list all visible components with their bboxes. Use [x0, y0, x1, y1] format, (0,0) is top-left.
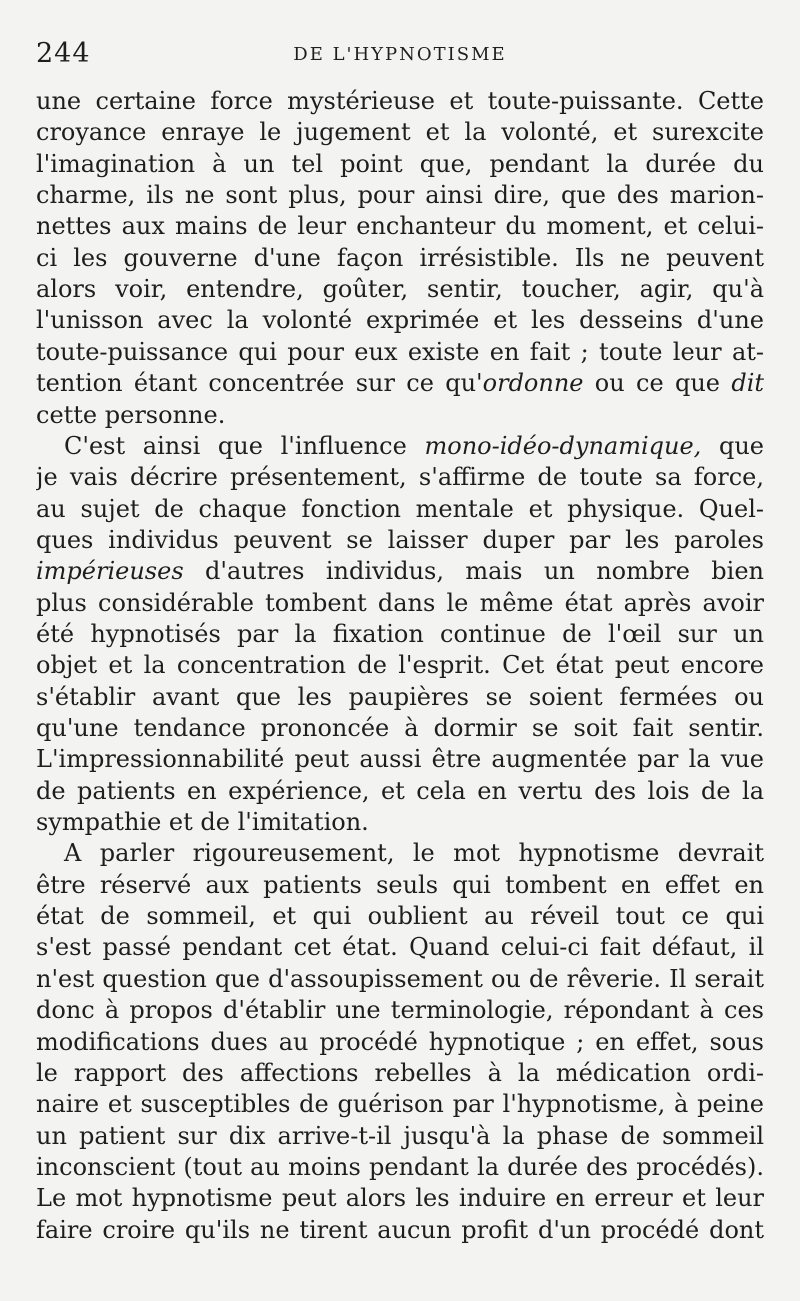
text-segment: d'autres individus, mais un nombre bien	[183, 557, 764, 586]
text-line	[36, 431, 764, 462]
text-line	[36, 870, 764, 901]
text-line	[36, 1027, 764, 1058]
italic-text: ordonne	[482, 369, 584, 398]
text-line	[36, 525, 764, 556]
text-segment: ou ce que	[583, 369, 732, 398]
text-segment: toute-puissance qui pour eux existe en fait ; toute leur at-	[36, 337, 764, 366]
text-segment: sympathie et de l'imitation.	[36, 808, 369, 837]
text-line	[36, 588, 764, 619]
text-line	[36, 807, 764, 838]
text-segment: l'imagination à un tel point que, pendant la durée du	[36, 149, 764, 178]
text-segment: s'est passé pendant cet état. Quand celui-ci fait défaut, il	[36, 933, 764, 962]
text-line	[36, 149, 764, 180]
text-segment: l'unisson avec la volonté exprimée et les desseins d'une	[36, 306, 764, 335]
text-line	[36, 1215, 764, 1246]
text-segment: faire croire qu'ils ne tirent aucun profit d'un procédé dont	[36, 1215, 764, 1244]
text-line	[36, 1089, 764, 1120]
text-segment: été hypnotisés par la fixation continue de l'œil sur un	[36, 619, 764, 648]
text-line	[36, 368, 764, 399]
text-segment: que	[701, 431, 764, 460]
text-segment: le rapport des affections rebelles à la médication ordi-	[36, 1058, 764, 1087]
text-segment: état de sommeil, et qui oublient au réveil tout ce qui	[36, 902, 764, 931]
text-segment: être réservé aux patients seuls qui tombent en effet en	[36, 870, 764, 899]
text-segment: qu'une tendance prononcée à dormir se soit fait sentir.	[36, 714, 764, 742]
text-segment: Le mot hypnotisme peut alors les induire en erreur et leur	[36, 1184, 764, 1213]
text-segment: croyance enraye le jugement et la volonté, et surexcite	[36, 118, 764, 147]
text-line	[36, 1152, 764, 1183]
page-number: 244	[36, 38, 91, 69]
text-line	[36, 964, 764, 995]
text-line	[36, 494, 764, 525]
text-line	[36, 682, 764, 713]
text-segment: au sujet de chaque fonction mentale et physique. Quel-	[36, 494, 764, 523]
text-segment: A parler rigoureusement, le mot hypnotisme devrait	[64, 839, 764, 868]
text-segment: C'est ainsi que l'influence	[64, 431, 425, 460]
text-segment: nettes aux mains de leur enchanteur du moment, et celui-	[36, 212, 764, 241]
text-line	[36, 744, 764, 775]
text-segment: de patients en expérience, et cela en vertu des lois de la	[36, 776, 764, 805]
italic-text: dit	[731, 369, 764, 398]
text-line	[36, 400, 764, 431]
italic-text: impérieuses	[36, 557, 184, 586]
text-segment: donc à propos d'établir une terminologie, répondant à ces	[36, 996, 764, 1025]
text-line	[36, 117, 764, 148]
text-segment: une certaine force mystérieuse et toute-puissante. Cette	[36, 87, 764, 115]
text-line	[36, 619, 764, 650]
text-line	[36, 650, 764, 681]
text-line	[36, 1058, 764, 1089]
text-segment: ci les gouverne d'une façon irrésistible. Ils ne peuvent	[36, 243, 764, 272]
page-header	[36, 38, 764, 72]
text-line	[36, 713, 764, 744]
italic-text: mono-idéo-dynamique,	[424, 431, 702, 460]
text-line	[36, 901, 764, 932]
text-segment: cette personne.	[36, 400, 226, 429]
text-segment: alors voir, entendre, goûter, sentir, toucher, agir, qu'à	[36, 275, 764, 304]
running-title: DE L'HYPNOTISME	[293, 44, 507, 65]
text-segment: ques individus peuvent se laisser duper par les paroles	[36, 525, 764, 554]
text-segment: tention étant concentrée sur ce qu'	[36, 369, 483, 398]
text-segment: s'établir avant que les paupières se soient fermées ou	[36, 682, 764, 711]
text-segment: je vais décrire présentement, s'affirme de toute sa force,	[36, 463, 764, 492]
text-segment: plus considérable tombent dans le même état après avoir	[36, 588, 764, 617]
text-segment: n'est question que d'assoupissement ou de rêverie. Il serait	[36, 964, 764, 993]
text-segment: L'impressionnabilité peut aussi être augmentée par la vue	[36, 745, 764, 774]
text-line	[36, 86, 764, 117]
text-line	[36, 305, 764, 336]
text-line	[36, 932, 764, 963]
text-line	[36, 776, 764, 807]
text-line	[36, 274, 764, 305]
text-segment: modifications dues au procédé hypnotique ; en effet, sous	[36, 1027, 764, 1056]
text-segment: un patient sur dix arrive-t-il jusqu'à la phase de sommeil	[36, 1121, 764, 1150]
text-line	[36, 556, 764, 587]
text-segment: charme, ils ne sont plus, pour ainsi dire, que des marion-	[36, 181, 764, 210]
text-line	[36, 995, 764, 1026]
text-segment: naire et susceptibles de guérison par l'hypnotisme, à peine	[36, 1090, 764, 1119]
text-line	[36, 1183, 764, 1214]
text-segment: objet et la concentration de l'esprit. Cet état peut encore	[36, 651, 764, 680]
text-line	[36, 211, 764, 242]
text-line	[36, 462, 764, 493]
text-line	[36, 243, 764, 274]
text-line	[36, 180, 764, 211]
text-line	[36, 1121, 764, 1152]
text-segment: inconscient (tout au moins pendant la durée des procédés).	[36, 1152, 764, 1181]
text-line	[36, 337, 764, 368]
text-line	[36, 838, 764, 869]
